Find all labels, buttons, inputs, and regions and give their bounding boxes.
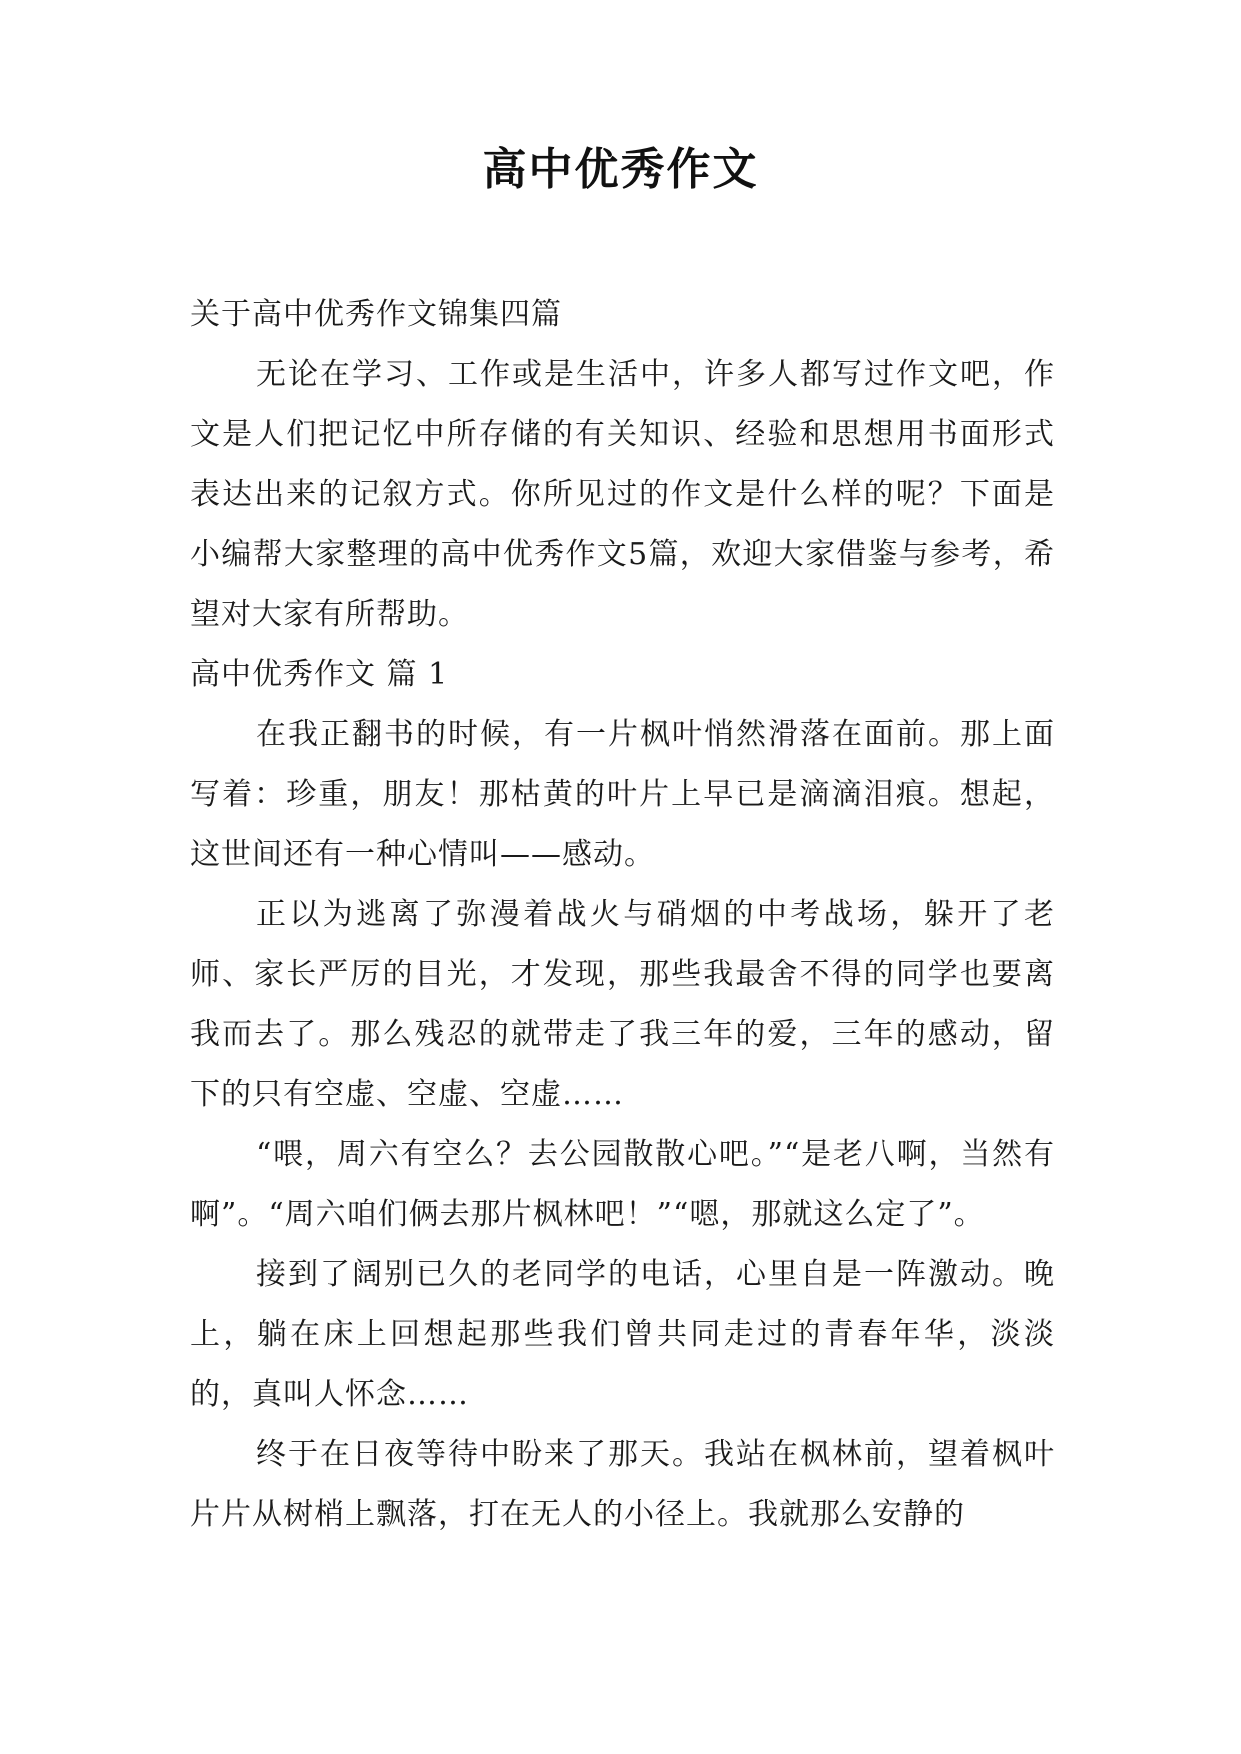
essay-paragraph: 正以为逃离了弥漫着战火与硝烟的中考战场，躲开了老师、家长严厉的目光，才发现，那些我最舍不得的同学也要离我而去了。那么残忍的就带走了我三年的爱，三年的感动，留下的只有空虚、空虚、空虚…… bbox=[190, 897, 1055, 1112]
document-body bbox=[190, 285, 1055, 1545]
essay-paragraph: “喂，周六有空么？去公园散散心吧。”“是老八啊，当然有啊”。“周六咱们俩去那片枫林吧！”“嗯，那就这么定了”。 bbox=[190, 1137, 1055, 1232]
intro-paragraph: 无论在学习、工作或是生活中，许多人都写过作文吧，作文是人们把记忆中所存储的有关知识、经验和思想用书面形式表达出来的记叙方式。你所见过的作文是什么样的呢？下面是小编帮大家整理的高中优秀作文5篇，欢迎大家借鉴与参考，希望对大家有所帮助。 bbox=[190, 357, 1055, 632]
essay-paragraph: 终于在日夜等待中盼来了那天。我站在枫林前，望着枫叶片片从树梢上飘落，打在无人的小径上。我就那么安静的 bbox=[190, 1437, 1055, 1532]
document-title: 高中优秀作文 bbox=[482, 144, 759, 195]
document-subtitle: 关于高中优秀作文锦集四篇 bbox=[190, 297, 562, 332]
essay-paragraph: 在我正翻书的时候，有一片枫叶悄然滑落在面前。那上面写着：珍重，朋友！那枯黄的叶片上早已是滴滴泪痕。想起，这世间还有一种心情叫——感动。 bbox=[190, 717, 1055, 872]
section-heading: 高中优秀作文 篇 1 bbox=[190, 657, 449, 692]
essay-paragraph: 接到了阔别已久的老同学的电话，心里自是一阵激动。晚上，躺在床上回想起那些我们曾共同走过的青春年华，淡淡的，真叫人怀念…… bbox=[190, 1257, 1055, 1412]
